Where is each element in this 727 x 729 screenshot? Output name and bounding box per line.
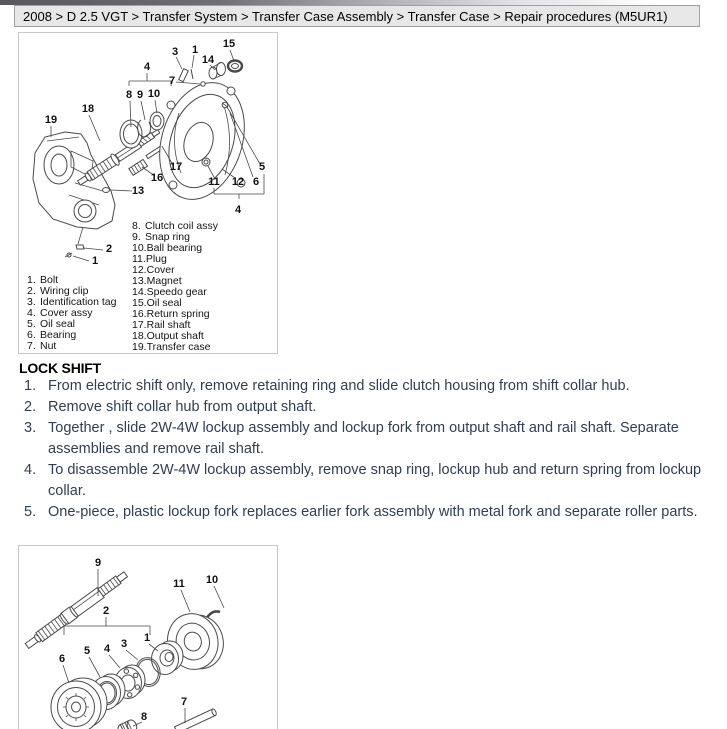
step-5: [24, 502, 722, 523]
callout-19: 19: [44, 114, 58, 126]
callout-8: 8: [140, 711, 148, 723]
breadcrumb-text: 2008 > D 2.5 VGT > Transfer System > Transfer Case Assembly > Transfer Case > Repair procedures (M5UR1): [23, 8, 668, 24]
legend-item: 2. Wiring clip: [27, 285, 89, 297]
callout-10: 10: [147, 88, 161, 100]
callout-17: 17: [169, 161, 183, 173]
output-shaft-diagram: [19, 546, 277, 729]
callout-4-top: 4: [143, 61, 151, 73]
step-text: From electric shift only, remove retaining ring and slide clutch housing from shift collar hub.: [48, 378, 630, 394]
legend-item: 7. Nut: [27, 340, 57, 352]
legend-item: 13.Magnet: [132, 275, 182, 287]
legend-item: 14.Speedo gear: [132, 286, 207, 298]
callout-1-top: 1: [191, 44, 199, 56]
step-number: 4.: [24, 462, 37, 478]
callout-2: 2: [102, 605, 110, 617]
step-1: [24, 376, 722, 397]
callout-14: 14: [201, 54, 215, 66]
callout-15: 15: [222, 38, 236, 50]
callout-9: 9: [136, 89, 144, 101]
callout-10: 10: [205, 574, 219, 586]
step-text: Remove shift collar hub from output shaft.: [48, 399, 317, 415]
legend-item: 1. Bolt: [27, 274, 59, 286]
step-number: 2.: [24, 399, 37, 415]
parts-legend-right: [132, 221, 218, 353]
figure-output-shaft-exploded: [18, 545, 278, 729]
callout-1: 1: [143, 632, 151, 644]
legend-item: 12.Cover: [132, 264, 175, 276]
callout-18: 18: [81, 103, 95, 115]
legend-item: 11.Plug: [132, 253, 167, 265]
callout-12: 12: [231, 176, 245, 188]
callout-4: 4: [103, 643, 111, 655]
callout-5: 5: [258, 161, 266, 173]
callout-8: 8: [125, 89, 133, 101]
legend-item: 9. Snap ring: [132, 231, 190, 243]
legend-item: 15.Oil seal: [132, 297, 182, 309]
step-number: 5.: [24, 504, 37, 520]
callout-7: 7: [180, 696, 188, 708]
step-2: [24, 397, 722, 418]
step-text: Together , slide 2W-4W lockup assembly and lockup fork from output shaft and rail shaft. Separate assemblies and remove rail shaft.: [48, 420, 679, 457]
figure-transfer-case-exploded: [18, 32, 278, 354]
legend-item: 3. Identification tag: [27, 296, 117, 308]
legend-item: 4. Cover assy: [27, 307, 93, 319]
callout-3: 3: [120, 638, 128, 650]
callout-11: 11: [208, 176, 220, 188]
callout-16: 16: [150, 172, 164, 184]
callout-11: 11: [173, 578, 185, 590]
legend-item: 8. Clutch coil assy: [132, 220, 218, 232]
callout-2: 2: [105, 243, 113, 255]
legend-item: 18.Output shaft: [132, 330, 204, 342]
step-number: 3.: [24, 420, 37, 436]
step-3: [24, 418, 722, 460]
step-4: [24, 460, 722, 502]
legend-item: 10.Ball bearing: [132, 242, 203, 254]
procedure-steps: [24, 376, 722, 523]
callout-6: 6: [252, 176, 260, 188]
callout-6: 6: [58, 653, 66, 665]
callout-13: 13: [131, 185, 145, 197]
step-number: 1.: [24, 378, 37, 394]
callout-3: 3: [171, 46, 179, 58]
section-title: LOCK SHIFT: [19, 360, 101, 376]
callout-7: 7: [168, 75, 176, 87]
callout-1-bottom: 1: [91, 255, 99, 267]
legend-item: 16.Return spring: [132, 308, 210, 320]
legend-item: 6. Bearing: [27, 329, 77, 341]
step-text: To disassemble 2W-4W lockup assembly, remove snap ring, lockup hub and return spring from lockup collar.: [48, 462, 702, 499]
legend-item: 17.Rail shaft: [132, 319, 191, 331]
callout-9: 9: [94, 557, 102, 569]
legend-item: 5. Oil seal: [27, 318, 76, 330]
breadcrumb: [14, 5, 700, 27]
callout-4-bottom: 4: [234, 204, 242, 216]
step-text: One-piece, plastic lockup fork replaces earlier fork assembly with metal fork and separate roller parts.: [48, 504, 698, 520]
legend-item: 19.Transfer case: [132, 341, 211, 353]
parts-legend-left: [27, 275, 116, 352]
callout-5: 5: [83, 645, 91, 657]
